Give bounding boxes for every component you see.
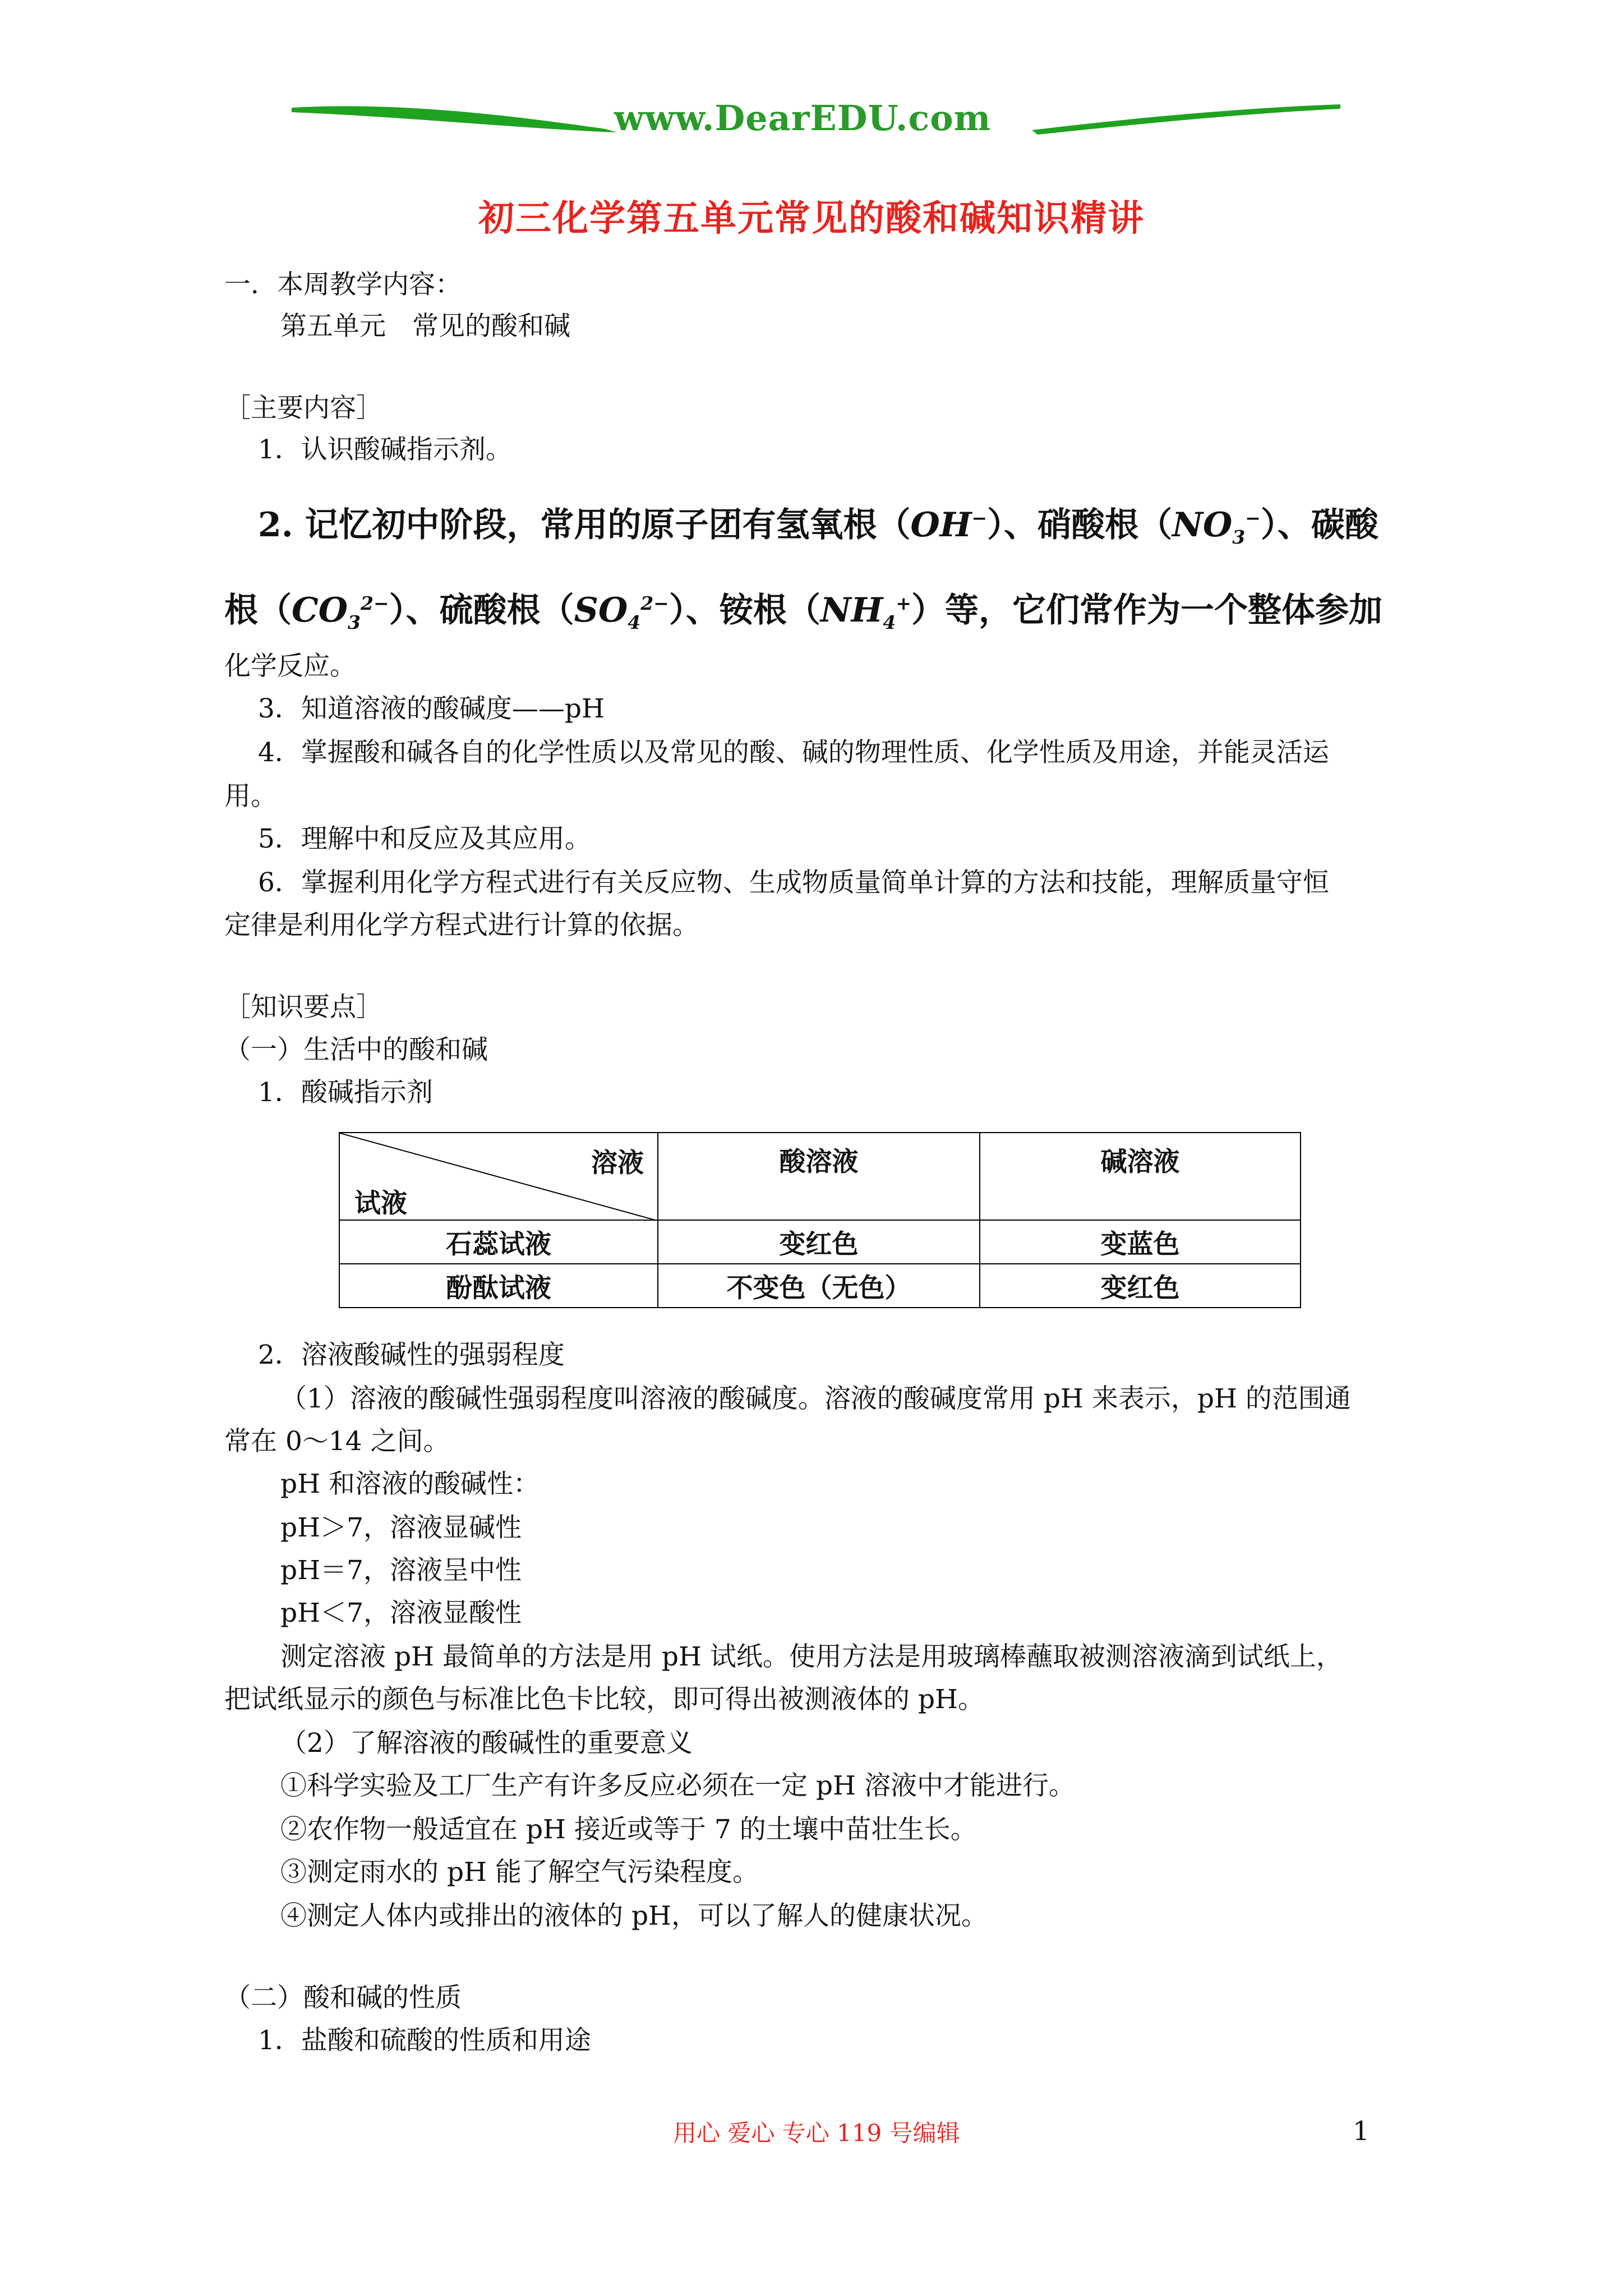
- table-cell: 变蓝色: [980, 1220, 1301, 1264]
- table-corner-cell: [339, 1133, 658, 1220]
- table-row: [339, 1220, 1301, 1264]
- ion-nitrate: $NO_3^-$: [1172, 505, 1261, 548]
- table-cell: 不变色（无色）: [658, 1264, 980, 1308]
- text-line: pH＝7，溶液呈中性: [280, 1555, 522, 1586]
- list-item: 3．知道溶液的酸碱度——pH: [258, 693, 605, 724]
- list-item: 2．溶液酸碱性的强弱程度: [258, 1340, 565, 1370]
- list-item: 6．掌握利用化学方程式进行有关反应物、生成物质量简单计算的方法和技能，理解质量守恒: [258, 867, 1329, 898]
- table-row: [339, 1264, 1301, 1308]
- subsection-heading: （二）酸和碱的性质: [224, 1982, 462, 2013]
- list-item: 1．认识酸碱指示剂。: [258, 434, 512, 465]
- table-cell: 石蕊试液: [339, 1220, 658, 1264]
- list-item: 1．酸碱指示剂: [258, 1077, 433, 1108]
- text-line: 常在 0～14 之间。: [224, 1426, 450, 1457]
- table-cell: 变红色: [980, 1264, 1301, 1308]
- ion-hydroxide: OH−: [910, 505, 988, 545]
- list-item: 5．理解中和反应及其应用。: [258, 823, 591, 854]
- ion-carbonate: $CO_3^{2-}$: [292, 591, 389, 633]
- footer-text: 用心 爱心 专心 119 号编辑: [673, 2119, 960, 2147]
- table-cell: 变红色: [658, 1220, 980, 1264]
- header-logo-text: www.DearEDU.com: [614, 98, 992, 139]
- page-title: 初三化学第五单元常见的酸和碱知识精讲: [478, 197, 1145, 240]
- ion-ammonium: $NH_4^+$: [820, 591, 911, 633]
- text-line: 测定溶液 pH 最简单的方法是用 pH 试纸。使用方法是用玻璃棒蘸取被测溶液滴到试纸上，: [280, 1641, 1343, 1672]
- table-corner-bottom: 试液: [354, 1188, 407, 1219]
- subsection-heading: ［主要内容］: [224, 393, 382, 424]
- section-heading: 一．本周教学内容：: [224, 269, 462, 300]
- ion-sulfate: $SO_4^{2-}$: [574, 591, 669, 633]
- text-line: ④测定人体内或排出的液体的 pH，可以了解人的健康状况。: [280, 1901, 988, 1931]
- list-item-ions: 2. 记忆初中阶段，常用的原子团有氢氧根（OH−）、硝酸根$(NO_3^-)$、碳酸: [258, 505, 1378, 548]
- text-line: 第五单元 常见的酸和碱: [280, 311, 570, 342]
- table-header: 碱溶液: [980, 1133, 1301, 1220]
- text-line: pH＞7，溶液显碱性: [280, 1512, 522, 1543]
- table-corner-top: 溶液: [591, 1148, 644, 1179]
- list-item: 4．掌握酸和碱各自的化学性质以及常见的酸、碱的物理性质、化学性质及用途，并能灵活运: [258, 737, 1329, 768]
- subsection-heading: ［知识要点］: [224, 992, 382, 1023]
- text-line: pH 和溶液的酸碱性：: [280, 1469, 540, 1499]
- text-line: ①科学实验及工厂生产有许多反应必须在一定 pH 溶液中才能进行。: [280, 1770, 1075, 1801]
- text-line: （2）了解溶液的酸碱性的重要意义: [280, 1728, 693, 1759]
- text-line: pH＜7，溶液显酸性: [280, 1598, 522, 1628]
- page-number: 1: [1353, 2116, 1370, 2147]
- text-line: ②农作物一般适宜在 pH 接近或等于 7 的土壤中苗壮生长。: [280, 1814, 977, 1845]
- text-line: ③测定雨水的 pH 能了解空气污染程度。: [280, 1857, 759, 1888]
- list-item-ions-cont: 根$(CO_3^{2-})$、硫酸根$(SO_4^{2-})$、铵根$(NH_4^+)$等，它们常作为一个整体参加: [224, 591, 1382, 633]
- text-line: 把试纸显示的颜色与标准比色卡比较，即可得出被测液体的 pH。: [224, 1684, 985, 1715]
- indicator-table: [339, 1132, 1301, 1308]
- table-cell: 酚酞试液: [339, 1264, 658, 1308]
- list-item: 1．盐酸和硫酸的性质和用途: [258, 2025, 591, 2056]
- text-line: （1）溶液的酸碱性强弱程度叫溶液的酸碱度。溶液的酸碱度常用 pH 来表示，pH 的范围通: [280, 1383, 1351, 1414]
- text-line: 定律是利用化学方程式进行计算的依据。: [224, 910, 699, 941]
- table-header: 酸溶液: [658, 1133, 980, 1220]
- subsection-heading: （一）生活中的酸和碱: [224, 1034, 488, 1065]
- text-line: 用。: [224, 781, 277, 812]
- text-line: 化学反应。: [224, 651, 356, 682]
